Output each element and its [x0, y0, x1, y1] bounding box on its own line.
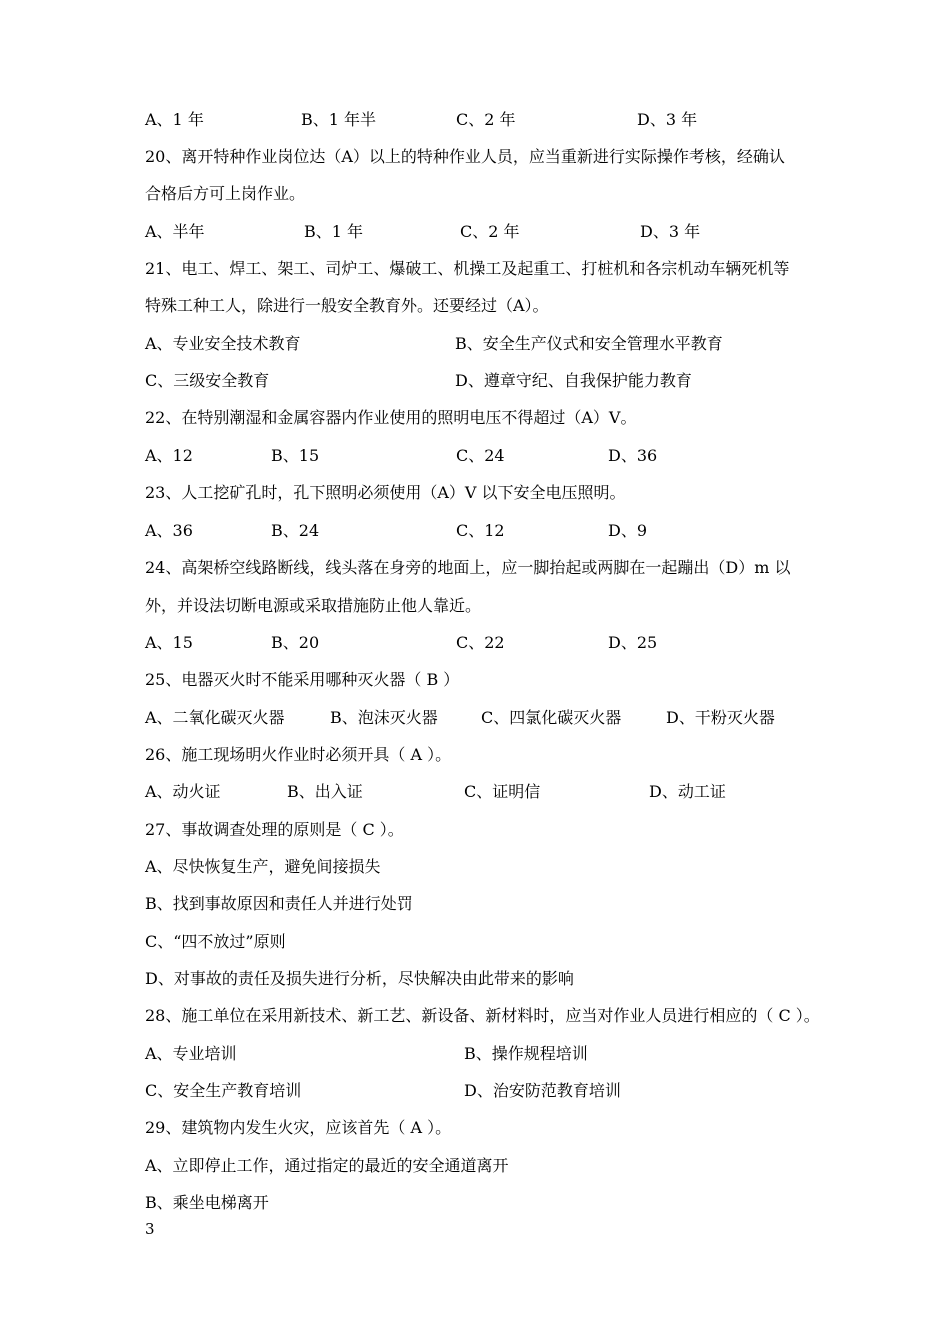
- q25-option-c: C、四氯化碳灭火器: [481, 708, 622, 727]
- q24-option-a: A、15: [145, 633, 193, 652]
- q26-option-a: A、动火证: [145, 782, 221, 801]
- q21-option-b: B、安全生产仪式和安全管理水平教育: [455, 334, 723, 353]
- q20-option-a: A、半年: [145, 222, 205, 241]
- q26-option-d: D、动工证: [649, 782, 726, 801]
- q22-option-a: A、12: [145, 446, 193, 465]
- q23-option-d: D、9: [608, 521, 648, 540]
- q21-option-a: A、专业安全技术教育: [145, 334, 301, 353]
- q22-question: 22、在特别潮湿和金属容器内作业使用的照明电压不得超过（A）V。: [145, 408, 637, 427]
- q28-option-d: D、治安防范教育培训: [464, 1081, 621, 1100]
- q20-option-c: C、2 年: [460, 222, 520, 241]
- page-number: 3: [145, 1220, 155, 1238]
- q27-question: 27、事故调查处理的原则是（ C ）。: [145, 820, 404, 839]
- q19-option-d: D、3 年: [637, 110, 698, 129]
- q19-option-b: B、1 年半: [301, 110, 377, 129]
- q25-question: 25、电器灭火时不能采用哪种灭火器（ B ）: [145, 670, 460, 689]
- q19-option-c: C、2 年: [456, 110, 516, 129]
- q24-option-d: D、25: [608, 633, 658, 652]
- q25-option-b: B、泡沫灭火器: [330, 708, 438, 727]
- q29-option-a: A、立即停止工作，通过指定的最近的安全通道离开: [145, 1156, 509, 1175]
- q27-option-b: B、找到事故原因和责任人并进行处罚: [145, 894, 413, 913]
- q19-option-a: A、1 年: [145, 110, 204, 129]
- q20-question-cont: 合格后方可上岗作业。: [145, 184, 306, 203]
- q22-option-d: D、36: [608, 446, 658, 465]
- q21-question: 21、电工、焊工、架工、司炉工、爆破工、机操工及起重工、打桩机和各宗机动车辆死机等: [145, 259, 790, 278]
- q25-option-a: A、二氧化碳灭火器: [145, 708, 285, 727]
- q23-option-c: C、12: [456, 521, 505, 540]
- q26-option-c: C、证明信: [464, 782, 541, 801]
- q26-question: 26、施工现场明火作业时必须开具（ A ）。: [145, 745, 452, 764]
- q20-question: 20、离开特种作业岗位达（A）以上的特种作业人员，应当重新进行实际操作考核，经确认: [145, 147, 785, 166]
- q20-option-b: B、1 年: [304, 222, 364, 241]
- q23-option-b: B、24: [271, 521, 320, 540]
- q20-option-d: D、3 年: [640, 222, 701, 241]
- q29-question: 29、建筑物内发生火灾，应该首先（ A ）。: [145, 1118, 452, 1137]
- q24-question-cont: 外，并设法切断电源或采取措施防止他人靠近。: [145, 596, 482, 615]
- q29-option-b: B、乘坐电梯离开: [145, 1193, 269, 1212]
- q25-option-d: D、干粉灭火器: [666, 708, 775, 727]
- q21-option-d: D、遵章守纪、自我保护能力教育: [455, 371, 692, 390]
- q28-option-a: A、专业培训: [145, 1044, 237, 1063]
- q21-question-cont: 特殊工种工人，除进行一般安全教育外。还要经过（A）。: [145, 296, 549, 315]
- q28-question: 28、施工单位在采用新技术、新工艺、新设备、新材料时，应当对作业人员进行相应的（ C ）。: [145, 1006, 820, 1025]
- q22-option-c: C、24: [456, 446, 505, 465]
- q22-option-b: B、15: [271, 446, 320, 465]
- q23-question: 23、人工挖矿孔时，孔下照明必须使用（A）V 以下安全电压照明。: [145, 483, 626, 502]
- q24-question: 24、高架桥空线路断线，线头落在身旁的地面上，应一脚抬起或两脚在一起蹦出（D）m 以: [145, 558, 791, 577]
- q28-option-b: B、操作规程培训: [464, 1044, 588, 1063]
- q24-option-b: B、20: [271, 633, 320, 652]
- q21-option-c: C、三级安全教育: [145, 371, 270, 390]
- q27-option-a: A、尽快恢复生产，避免间接损失: [145, 857, 381, 876]
- q23-option-a: A、36: [145, 521, 193, 540]
- q24-option-c: C、22: [456, 633, 505, 652]
- q26-option-b: B、出入证: [287, 782, 363, 801]
- q27-option-c: C、“四不放过”原则: [145, 932, 286, 951]
- q27-option-d: D、对事故的责任及损失进行分析，尽快解决由此带来的影响: [145, 969, 574, 988]
- q28-option-c: C、安全生产教育培训: [145, 1081, 302, 1100]
